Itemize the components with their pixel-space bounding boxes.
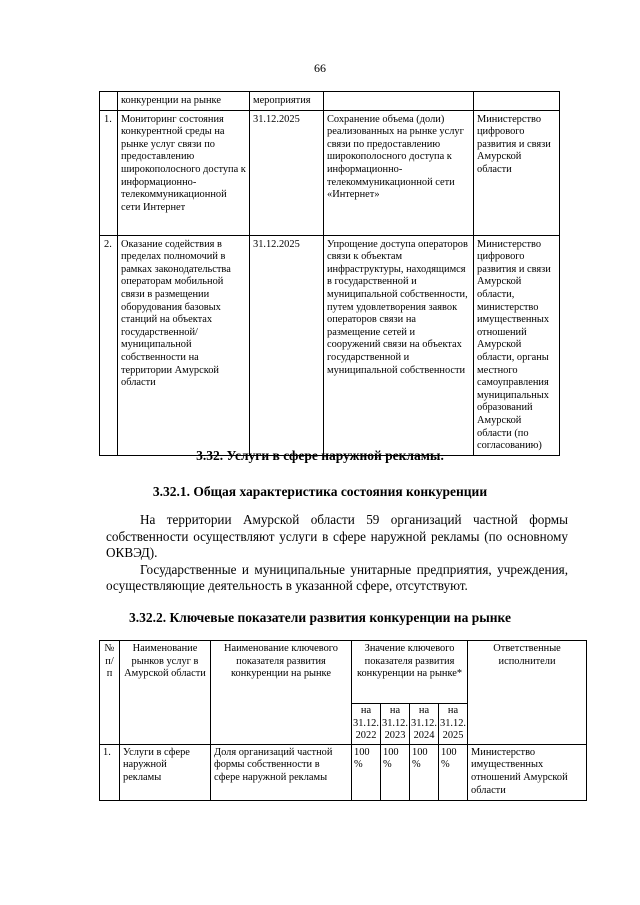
- indicator-name: Доля организаций частной формы собственности в сфере наружной рекламы: [211, 744, 352, 800]
- measure-date: 31.12.2025: [250, 235, 324, 455]
- table-cell: конкуренции на рынке: [118, 92, 250, 111]
- year-header: на 31.12. 2024: [410, 704, 439, 745]
- header-market: Наименование рынков услуг в Амурской области: [120, 641, 211, 745]
- table-row: [100, 744, 587, 800]
- row-number: 2.: [100, 235, 118, 455]
- table-row: [100, 110, 560, 235]
- header-executor: Ответственные исполнители: [468, 641, 587, 745]
- table-cell: [474, 92, 560, 111]
- measure-result: Упрощение доступа операторов связи к объектам инфраструктуры, находящимся в государственной и муниципальной собственности, путем удовлетворения заявок операторов связи на размещение сетей и сооружений связи на объектах государственной и муниципальной собственности: [324, 235, 474, 455]
- indicator-value: 100 %: [439, 744, 468, 800]
- measure-name: Оказание содействия в пределах полномочий в рамках законодательства операторам мобильной связи в размещении оборудования базовых станций на объектах государственной/муниципальной собственности на территории Амурской области: [118, 235, 250, 455]
- subsection-title: 3.32.2. Ключевые показатели развития конкуренции на рынке: [129, 610, 511, 625]
- paragraph: На территории Амурской области 59 организаций частной формы собственности осуществляют услуги в сфере наружной рекламы (по основному ОКВЭД).: [106, 512, 568, 561]
- table-cell: [324, 92, 474, 111]
- measure-executor: Министерство цифрового развития и связи Амурской области: [474, 110, 560, 235]
- table-row: [100, 235, 560, 455]
- indicators-table: [99, 640, 587, 801]
- row-number: 1.: [100, 110, 118, 235]
- header-value: Значение ключевого показателя развития конкуренции на рынке*: [352, 641, 468, 704]
- year-header: на 31.12. 2025: [439, 704, 468, 745]
- description-text: [106, 512, 568, 595]
- page-number: 66: [314, 61, 326, 75]
- market-name: Услуги в сфере наружной рекламы: [120, 744, 211, 800]
- table-header-row: [100, 641, 587, 704]
- header-num: № п/п: [100, 641, 120, 745]
- table-cell: [100, 92, 118, 111]
- header-indicator: Наименование ключевого показателя развития конкуренции на рынке: [211, 641, 352, 745]
- measure-date: 31.12.2025: [250, 110, 324, 235]
- measure-name: Мониторинг состояния конкурентной среды на рынке услуг связи по предоставлению широкополосного доступа к информационно-телекоммуникационной сети Интернет: [118, 110, 250, 235]
- year-header: на 31.12. 2022: [352, 704, 381, 745]
- section-title: 3.32. Услуги в сфере наружной рекламы.: [196, 448, 444, 463]
- measure-executor: Министерство цифрового развития и связи Амурской области, министерство имущественных отношений Амурской области, органы местного самоуправления муниципальных образований Амурской области (по согласованию): [474, 235, 560, 455]
- table-header-row: [100, 92, 560, 111]
- subsection-title: 3.32.1. Общая характеристика состояния конкуренции: [152, 484, 488, 499]
- indicator-value: 100 %: [352, 744, 381, 800]
- measure-result: Сохранение объема (доли) реализованных на рынке услуг связи по предоставлению широкополосного доступа к информационно-телекоммуникационной сети «Интернет»: [324, 110, 474, 235]
- indicator-executor: Министерство имущественных отношений Амурской области: [468, 744, 587, 800]
- year-header: на 31.12. 2023: [381, 704, 410, 745]
- row-number: 1.: [100, 744, 120, 800]
- measures-table: [99, 91, 560, 456]
- indicator-value: 100 %: [410, 744, 439, 800]
- indicator-value: 100 %: [381, 744, 410, 800]
- table-cell: мероприятия: [250, 92, 324, 111]
- paragraph: Государственные и муниципальные унитарные предприятия, учреждения, осуществляющие деятельность в указанной сфере, отсутствуют.: [106, 561, 568, 594]
